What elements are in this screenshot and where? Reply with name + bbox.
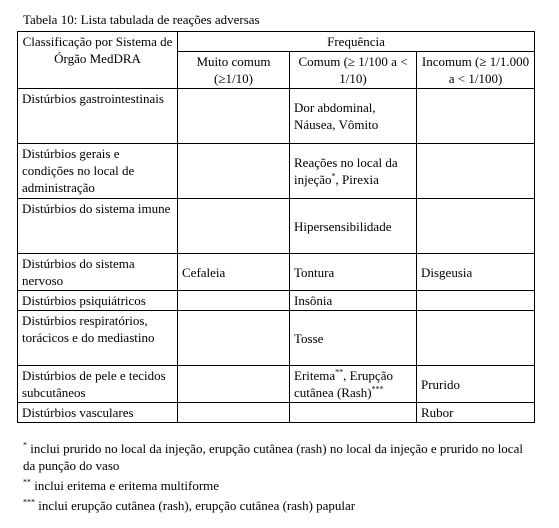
common-cell — [290, 366, 417, 403]
footnote-mark: *** — [23, 497, 35, 507]
uncommon-cell — [417, 311, 535, 366]
common-text-rest: , Pirexia — [335, 172, 379, 187]
table-row — [18, 291, 535, 311]
table-row — [18, 403, 535, 423]
common-text: Reações no local da injeção — [294, 155, 398, 187]
footnote — [23, 497, 533, 514]
common-cell: Dor abdominal, Náusea, Vômito — [290, 89, 417, 144]
soc-cell: Distúrbios do sistema imune — [18, 199, 178, 254]
soc-cell: Distúrbios de pele e tecidos subcutâneos — [18, 366, 178, 403]
footnote-text: inclui eritema e eritema multiforme — [31, 478, 220, 493]
header-very-common: Muito comum (≥1/10) — [178, 52, 290, 89]
table-caption: Tabela 10: Lista tabulada de reações adversas — [23, 12, 260, 27]
header-frequency: Frequência — [178, 32, 535, 52]
soc-cell: Distúrbios gerais e condições no local de administração — [18, 144, 178, 199]
very-common-cell — [178, 199, 290, 254]
soc-cell: Distúrbios psiquiátricos — [18, 291, 178, 311]
footnote — [23, 477, 533, 494]
very-common-cell — [178, 89, 290, 144]
uncommon-cell: Rubor — [417, 403, 535, 423]
very-common-cell — [178, 291, 290, 311]
uncommon-cell: Disgeusia — [417, 254, 535, 291]
footnote-mark: ** — [23, 477, 31, 487]
header-soc: Classificação por Sistema de Órgão MedDRA — [18, 32, 178, 89]
common-cell — [290, 144, 417, 199]
footnote-mark: * — [23, 440, 27, 450]
common-text: Eritema — [294, 368, 336, 383]
header-common: Comum (≥ 1/100 a < 1/10) — [290, 52, 417, 89]
table-row — [18, 254, 535, 291]
soc-cell: Distúrbios vasculares — [18, 403, 178, 423]
uncommon-cell — [417, 199, 535, 254]
table-row — [18, 144, 535, 199]
common-cell: Tontura — [290, 254, 417, 291]
soc-cell: Distúrbios respiratórios, torácicos e do mediastino — [18, 311, 178, 366]
footnote — [23, 440, 533, 474]
footnote-mark: *** — [371, 384, 384, 394]
uncommon-cell — [417, 291, 535, 311]
footnote-mark: ** — [335, 367, 344, 377]
header-row-1 — [18, 32, 535, 52]
table-row — [18, 311, 535, 366]
adverse-reactions-table — [17, 31, 535, 423]
common-text-rest: , Erupção cutânea (Rash) — [294, 368, 393, 400]
footnote-mark: * — [331, 171, 336, 181]
soc-cell: Distúrbios do sistema nervoso — [18, 254, 178, 291]
uncommon-cell — [417, 89, 535, 144]
uncommon-cell: Prurido — [417, 366, 535, 403]
common-cell: Insônia — [290, 291, 417, 311]
footnotes — [23, 440, 533, 517]
footnote-text: inclui prurido no local da injeção, erupção cutânea (rash) no local da injeção e prurido no local da punção do vaso — [23, 441, 523, 473]
footnote-text: inclui erupção cutânea (rash), erupção cutânea (rash) papular — [35, 498, 356, 513]
common-cell: Hipersensibilidade — [290, 199, 417, 254]
common-cell: Tosse — [290, 311, 417, 366]
table-row — [18, 89, 535, 144]
very-common-cell — [178, 144, 290, 199]
very-common-cell — [178, 403, 290, 423]
very-common-cell — [178, 311, 290, 366]
very-common-cell — [178, 366, 290, 403]
common-cell — [290, 403, 417, 423]
table-row — [18, 366, 535, 403]
uncommon-cell — [417, 144, 535, 199]
soc-cell: Distúrbios gastrointestinais — [18, 89, 178, 144]
very-common-cell: Cefaleia — [178, 254, 290, 291]
table-row — [18, 199, 535, 254]
header-uncommon: Incomum (≥ 1/1.000 a < 1/100) — [417, 52, 535, 89]
